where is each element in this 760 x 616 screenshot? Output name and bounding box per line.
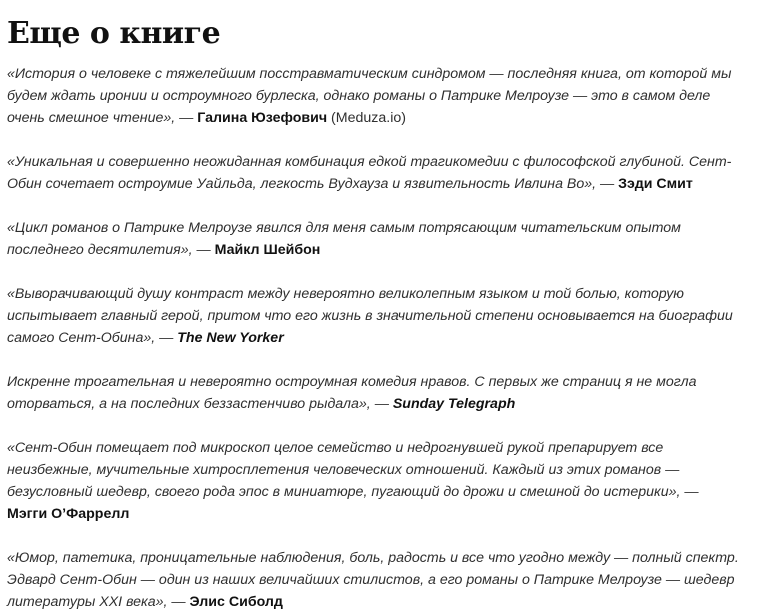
quote-line: «История о человеке с тяжелейшим посстравматическим синдромом — последняя книга, от которой мы [7, 66, 732, 82]
review-author: Sunday Telegraph [392, 396, 516, 412]
quote-line: «Сент-Обин помещает под микроскоп целое семейство и недрогнувшей рукой препарирует все [7, 440, 664, 456]
quote-line: очень смешное чтение», — [7, 110, 198, 126]
quote-line: «Юмор, патетика, проницательные наблюдения, боль, радость и все что угодно между — полный спектр. [7, 550, 739, 566]
quote-line: «Уникальная и совершенно неожиданная комбинация едкой трагикомедии с философской глубиной. Сент- [7, 154, 732, 170]
review-quote [7, 547, 747, 613]
review-quote [7, 283, 747, 349]
quote-line: «Выворачивающий душу контраст между невероятно великолепным языком и той болью, которую [7, 286, 684, 302]
quote-line: Эдвард Сент-Обин — один из наших величайших стилистов, а его романы о Патрике Мелроузе — шедевр [7, 572, 735, 588]
review-source: (Meduza.io) [327, 110, 406, 126]
review-author: The New Yorker [177, 330, 284, 346]
review-author: Майкл Шейбон [214, 242, 321, 258]
quote-line: испытывает главный герой, притом что его жизнь в значительной степени основывается на биографии [7, 308, 733, 324]
quote-line: неизбежные, мучительные хитросплетения человеческих отношений. Каждый из этих романов — [7, 462, 680, 478]
quote-line: самого Сент-Обина», — [7, 330, 178, 346]
quote-line: Искренне трогательная и невероятно остроумная комедия нравов. С первых же страниц я не могла [7, 374, 697, 390]
review-author: Элис Сиболд [189, 594, 283, 610]
quote-line: литературы XXI века», — [7, 594, 190, 610]
review-author: Галина Юзефович [197, 110, 328, 126]
review-quote [7, 151, 747, 195]
quote-line: безусловный шедевр, своего рода эпос в миниатюре, пугающий до дрожи и смешной до истерики», — [7, 484, 699, 500]
quote-line: «Цикл романов о Патрике Мелроузе явился для меня самым потрясающим читательским опытом [7, 220, 681, 236]
review-quote [7, 63, 747, 129]
quote-line: будем ждать иронии и остроумного бурлеска, однако романы о Патрике Мелроузе — это в самом деле [7, 88, 711, 104]
review-author: Зэди Смит [618, 176, 693, 192]
review-author: Мэгги О’Фаррелл [7, 506, 130, 522]
section-title: Еще о книге [7, 16, 221, 51]
quote-line: оторваться, а на последних беззастенчиво рыдала», — [7, 396, 393, 412]
quote-line: последнего десятилетия», — [7, 242, 215, 258]
quote-line: Обин сочетает остроумие Уайльда, легкость Вудхауза и язвительность Ивлина Во», — [7, 176, 619, 192]
review-quote [7, 437, 747, 525]
review-quote [7, 217, 747, 261]
review-quote [7, 371, 747, 415]
